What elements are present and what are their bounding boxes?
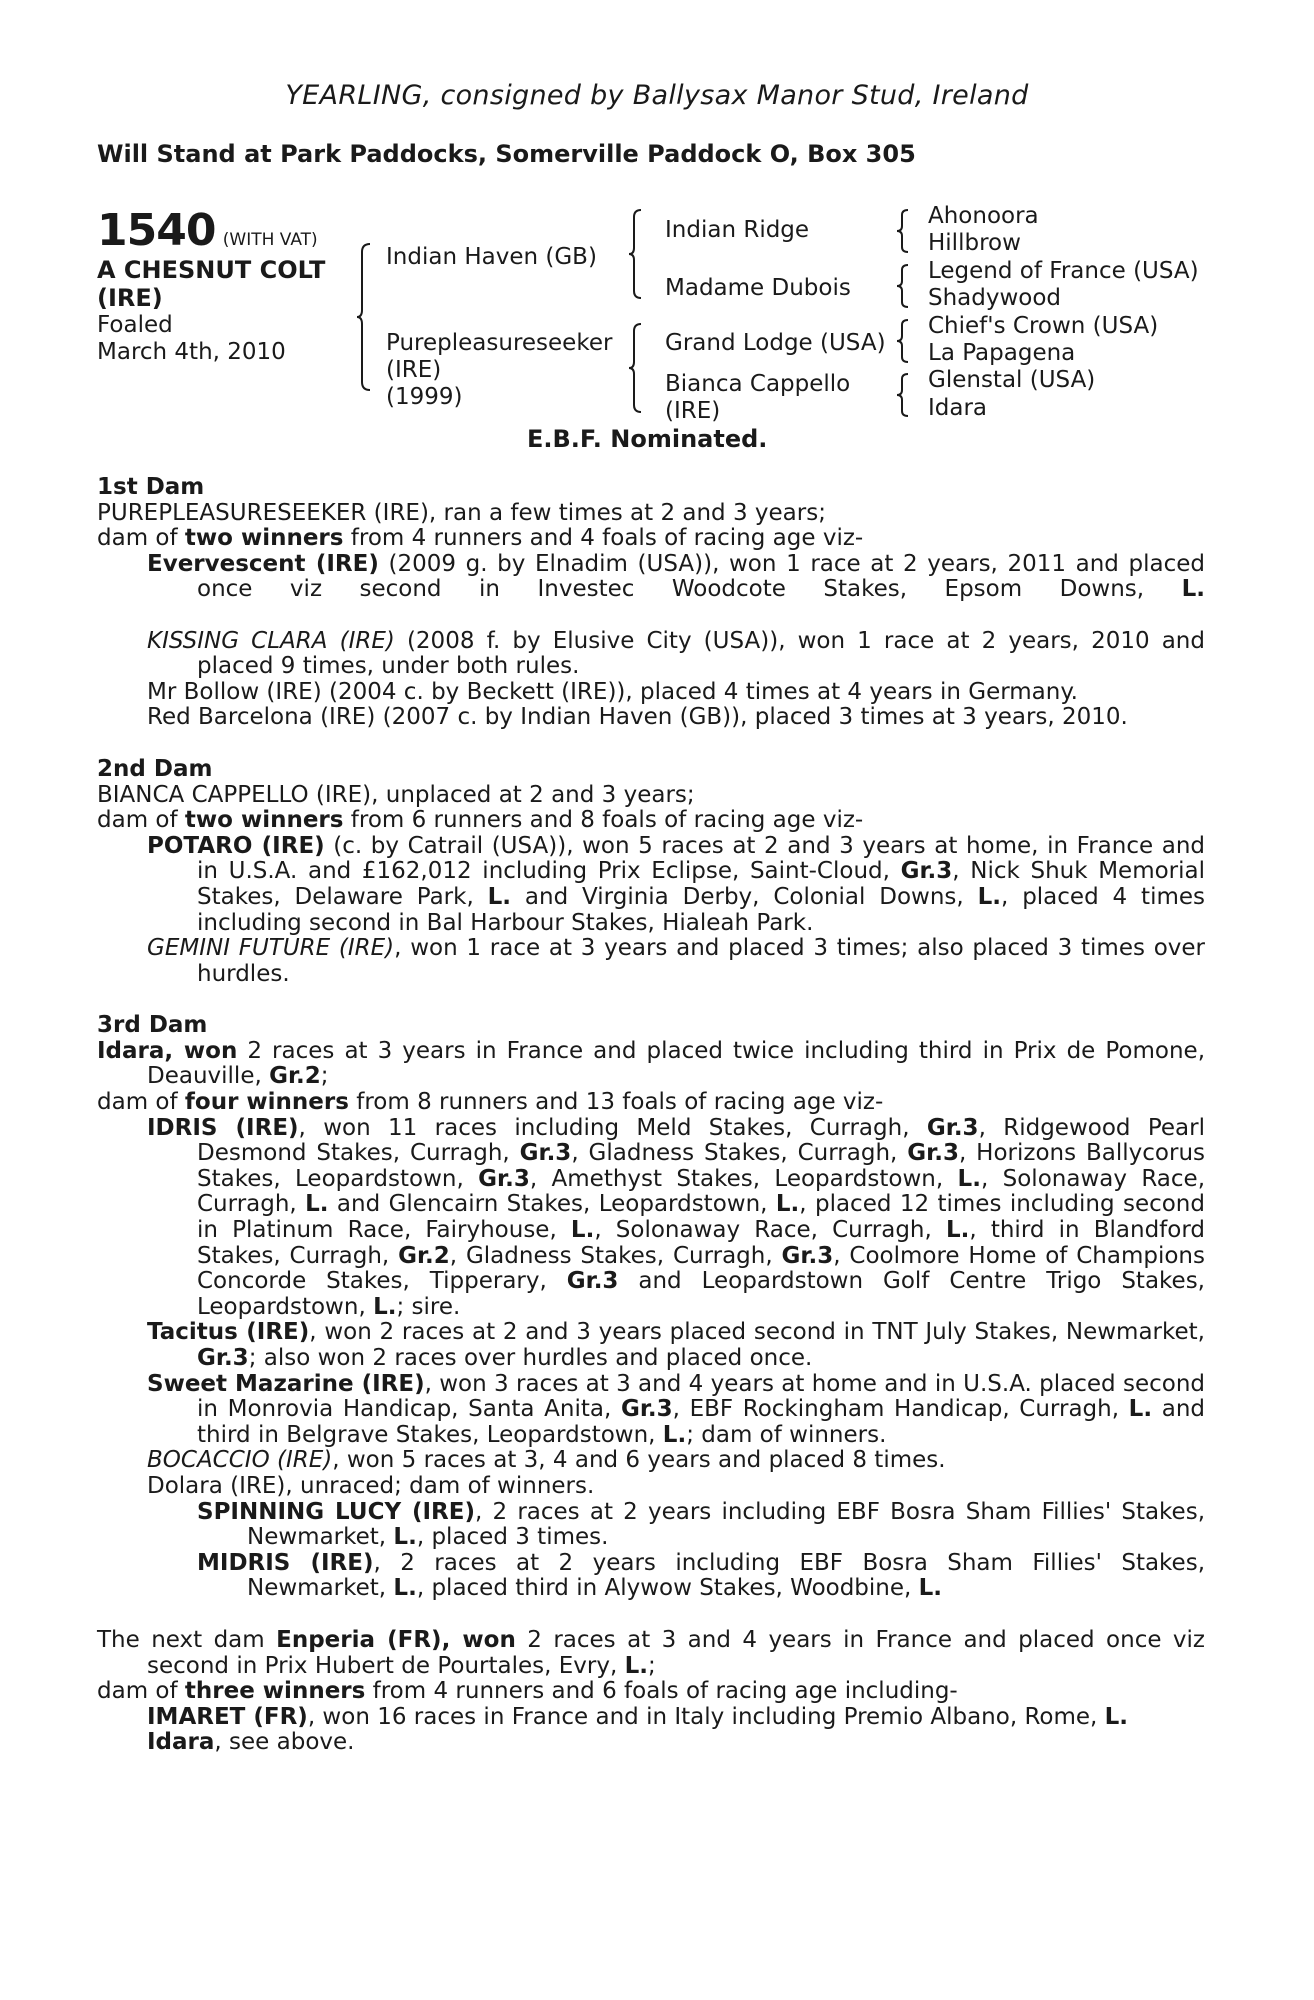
dam-line: Idara, won 2 races at 3 years in France and placed twice including third in Prix de Pomone, Deauville, Gr.2; (97, 1037, 1206, 1090)
dam-of-line: dam of two winners from 4 runners and 4 foals of racing age viz- (97, 525, 864, 552)
pedigree-dam-sire: Grand Lodge (USA) (665, 330, 886, 356)
section-title: 2nd Dam (97, 755, 213, 782)
dam-of-line: dam of two winners from 6 runners and 8 foals of racing age viz- (97, 807, 864, 834)
produce-entry: GEMINI FUTURE (IRE), won 1 race at 3 years and placed 3 times; also placed 3 times over hurdles. (147, 935, 1205, 987)
pedigree-g2: Hillbrow (928, 230, 1021, 256)
dam-of-line: dam of four winners from 8 runners and 13 foals of racing age viz- (97, 1089, 884, 1116)
pedigree-dam-dam: Bianca Cappello (665, 371, 851, 397)
foaled-label: Foaled (97, 312, 173, 338)
pedigree-brace-g1 (896, 208, 912, 254)
produce-entry: Tacitus (IRE), won 2 races at 2 and 3 years placed second in TNT July Stakes, Newmarket, Gr.3; also won 2 races over hurdles and placed once. (147, 1319, 1205, 1371)
pedigree-dam-dam-origin: (IRE) (665, 398, 721, 424)
pedigree-brace-g4 (896, 372, 912, 418)
foaled-date: March 4th, 2010 (97, 339, 286, 365)
dam-of-line: dam of three winners from 4 runners and 6 foals of racing age including- (97, 1678, 958, 1705)
dam-sections (97, 475, 1205, 1782)
produce-entry: Idara, see above. (147, 1729, 355, 1756)
dam-line: The next dam Enperia (FR), won 2 races at 3 and 4 years in France and placed once viz second in Prix Hubert de Pourtales, Evry, L.; (97, 1626, 1205, 1679)
pedigree-dam: Purepleasureseeker (386, 330, 613, 356)
pedigree-g3: Legend of France (USA) (928, 258, 1199, 284)
produce-entry: Mr Bollow (IRE) (2004 c. by Beckett (IRE)), placed 4 times at 4 years in Germany. (147, 678, 1078, 705)
pedigree-brace-g2 (896, 263, 912, 309)
pedigree-dam-origin: (IRE) (386, 357, 442, 383)
pedigree-brace-main (356, 242, 376, 392)
stand-location: Will Stand at Park Paddocks, Somerville Paddock O, Box 305 (97, 140, 916, 168)
produce-entry: Red Barcelona (IRE) (2007 c. by Indian Haven (GB)), placed 3 times at 3 years, 2010. (147, 704, 1128, 731)
produce-entry: KISSING CLARA (IRE) (2008 f. by Elusive City (USA)), won 1 race at 2 years, 2010 and placed 9 times, under both rules. (147, 627, 1205, 680)
produce-entry: IMARET (FR), won 16 races in France and in Italy including Premio Albano, Rome, L. (147, 1703, 1129, 1730)
pedigree-g4: Shadywood (928, 285, 1062, 311)
first-dam-section (97, 475, 1205, 731)
pedigree-g6: La Papagena (928, 340, 1076, 366)
grand-produce-entry: SPINNING LUCY (IRE), 2 races at 2 years including EBF Bosra Sham Fillies' Stakes, Newmarket, L., placed 3 times. (197, 1498, 1206, 1551)
lot-vat: (WITH VAT) (222, 230, 318, 250)
lot-info (97, 206, 367, 366)
pedigree-g5: Chief's Crown (USA) (928, 313, 1159, 339)
pedigree-brace-dam (628, 322, 646, 414)
lot-description-origin: (IRE) (97, 284, 163, 312)
pedigree-g1: Ahonoora (928, 203, 1039, 229)
pedigree-sire: Indian Haven (GB) (386, 244, 597, 270)
pedigree-sire-sire: Indian Ridge (665, 217, 810, 243)
dam-line: PUREPLEASURESEEKER (IRE), ran a few times at 2 and 3 years; (97, 499, 826, 526)
catalogue-heading: YEARLING, consigned by Ballysax Manor Stud, Ireland (285, 80, 1029, 111)
produce-entry: Evervescent (IRE) (2009 g. by Elnadim (USA)), won 1 race at 2 years, 2011 and placed once viz second in Investec Woodcote Stakes, Epsom Downs, L. (147, 550, 1206, 603)
second-dam-section (97, 757, 1205, 987)
section-title: 1st Dam (97, 474, 205, 500)
pedigree-sire-dam: Madame Dubois (665, 275, 851, 301)
section-title: 3rd Dam (97, 1012, 208, 1039)
lot-description: A CHESNUT COLT (97, 256, 326, 284)
ebf-nominated: E.B.F. Nominated. (527, 425, 768, 453)
pedigree-brace-sire (628, 208, 646, 300)
lot-number: 1540 (97, 205, 216, 256)
pedigree-dam-year: (1999) (386, 384, 463, 410)
produce-entry: IDRIS (IRE), won 11 races including Meld Stakes, Curragh, Gr.3, Ridgewood Pearl Desmond Stakes, Curragh, Gr.3, Gladness Stakes, Curragh, Gr.3, Horizons Ballycorus Stakes, Leopardstown, Gr.3, Amethyst Stakes, Leopardstown, L., Solonaway Race, Curragh, L. and Glencairn Stakes, Leopardstown, L., placed 12 times including second in Platinum Race, Fairyhouse, L., Solonaway Race, Curragh, L., third in Blandford Stakes, Curragh, Gr.2, Gladness Stakes, Curragh, Gr.3, Coolmore Home of Champions Concorde Stakes, Tipperary, Gr.3 and Leopardstown Golf Centre Trigo Stakes, Leopardstown, L.; sire. (147, 1114, 1206, 1320)
produce-entry: BOCACCIO (IRE), won 5 races at 3, 4 and 6 years and placed 8 times. (147, 1447, 946, 1474)
dam-line: BIANCA CAPPELLO (IRE), unplaced at 2 and 3 years; (97, 781, 695, 808)
grand-produce-entry: MIDRIS (IRE), 2 races at 2 years including EBF Bosra Sham Fillies' Stakes, Newmarket, L., placed third in Alywow Stakes, Woodbine, L. (197, 1549, 1205, 1602)
produce-entry: Dolara (IRE), unraced; dam of winners. (147, 1472, 595, 1499)
next-dam-section (97, 1628, 1205, 1756)
pedigree-g8: Idara (928, 395, 988, 421)
produce-entry: POTARO (IRE) (c. by Catrail (USA)), won 5 races at 2 and 3 years at home, in France and in U.S.A. and £162,012 including Prix Eclipse, Saint-Cloud, Gr.3, Nick Shuk Memorial Stakes, Delaware Park, L. and Virginia Derby, Colonial Downs, L., placed 4 times including second in Bal Harbour Stakes, Hialeah Park. (147, 832, 1205, 936)
third-dam-section (97, 1013, 1205, 1602)
pedigree-brace-g3 (896, 318, 912, 364)
pedigree-g7: Glenstal (USA) (928, 367, 1096, 393)
produce-entry: Sweet Mazarine (IRE), won 3 races at 3 and 4 years at home and in U.S.A. placed second in Monrovia Handicap, Santa Anita, Gr.3, EBF Rockingham Handicap, Curragh, L. and third in Belgrave Stakes, Leopardstown, L.; dam of winners. (147, 1370, 1205, 1448)
lot-number-line (97, 206, 367, 256)
